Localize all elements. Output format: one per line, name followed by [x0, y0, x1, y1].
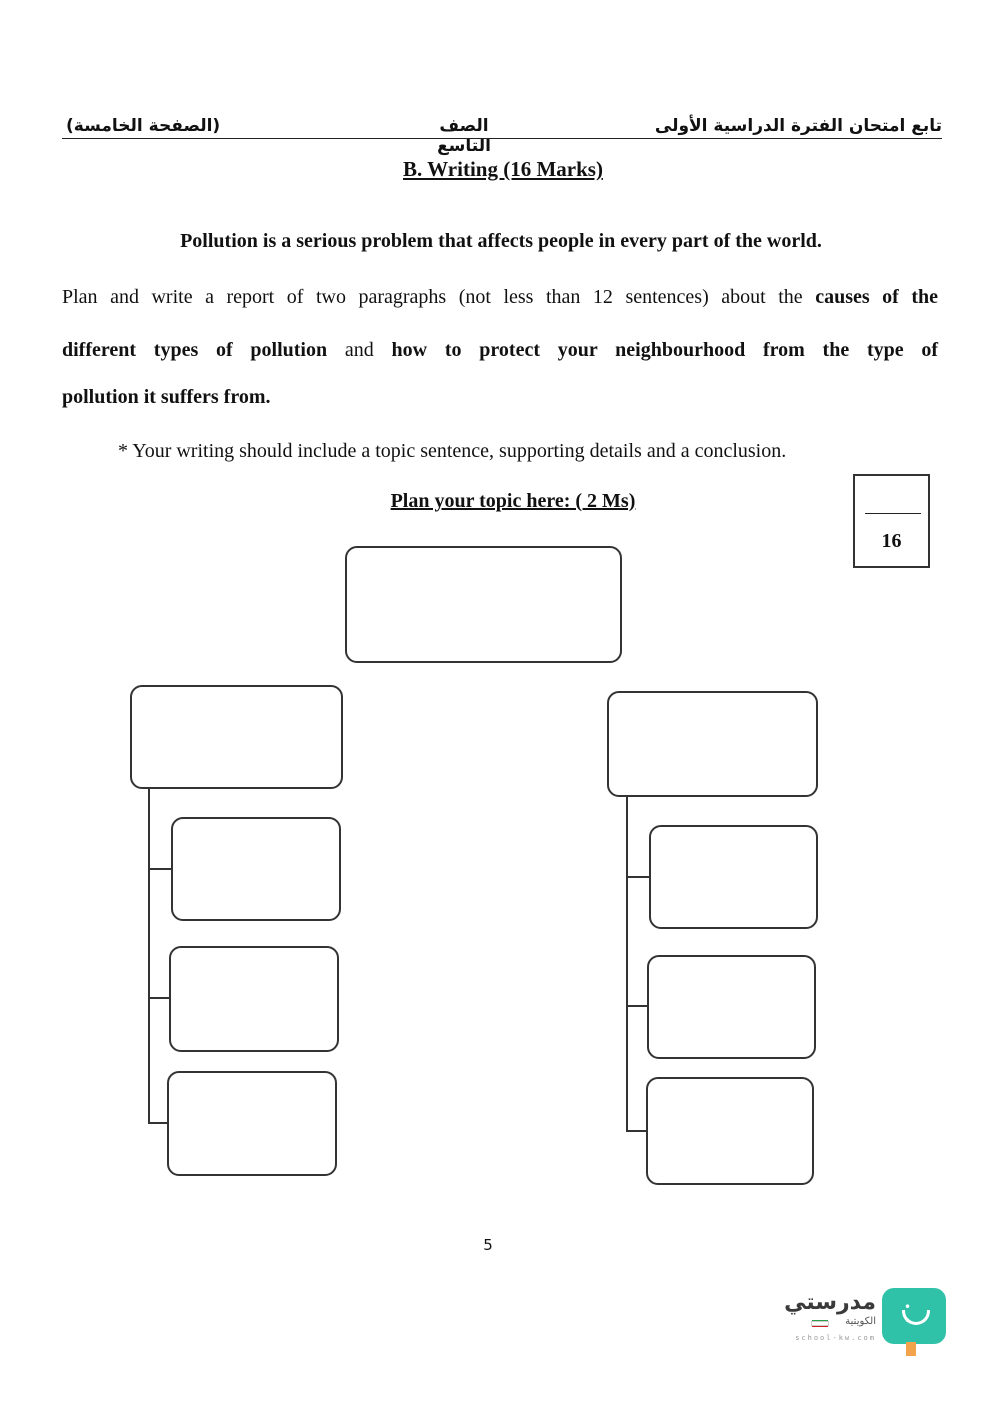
score-box [853, 474, 930, 568]
left-connector-1 [148, 868, 172, 870]
right-connector-3 [626, 1130, 646, 1132]
logo-tile [882, 1288, 946, 1344]
logo-subtitle: الكويتية [845, 1316, 876, 1327]
left-detail-box-1[interactable] [171, 817, 341, 921]
right-connector-vertical [626, 797, 628, 1131]
left-detail-box-3[interactable] [167, 1071, 337, 1176]
kuwait-flag-icon [812, 1320, 828, 1327]
right-heading-box[interactable] [607, 691, 818, 797]
header-grade: الصف التاسع [437, 116, 491, 156]
section-title: B. Writing (16 Marks) [403, 157, 603, 181]
header-exam-title: تابع امتحان الفترة الدراسية الأولى [654, 116, 942, 136]
right-detail-box-1[interactable] [649, 825, 818, 929]
left-connector-vertical [148, 789, 150, 1123]
logo-bookmark-icon [906, 1342, 916, 1356]
task-emphasis: causes of the [815, 286, 939, 308]
score-blank-line [865, 513, 921, 514]
smile-face-icon: • • [898, 1298, 930, 1334]
right-detail-box-2[interactable] [647, 955, 816, 1059]
left-connector-2 [148, 997, 170, 999]
writing-note: * Your writing should include a topic sentence, supporting details and a conclusion. [118, 440, 787, 462]
topic-box[interactable] [345, 546, 622, 663]
header-rule [62, 138, 942, 139]
prompt-task-line-3: pollution it suffers from. [62, 386, 271, 408]
left-heading-box[interactable] [130, 685, 343, 789]
task-text: and [344, 339, 374, 361]
logo-url: school-kw.com [795, 1334, 876, 1342]
header-page-label: (الصفحة الخامسة) [66, 116, 221, 136]
left-detail-box-2[interactable] [169, 946, 339, 1052]
page-number: 5 [483, 1236, 493, 1254]
prompt-task-line-1 [62, 284, 938, 310]
logo-name: مدرستي [784, 1290, 876, 1315]
score-total: 16 [881, 530, 902, 552]
right-detail-box-3[interactable] [646, 1077, 814, 1185]
task-emphasis: how to protect your neighbourhood from the type of [391, 339, 939, 361]
right-connector-2 [626, 1005, 648, 1007]
task-text: Plan and write a report of two paragraphs (not less than 12 sentences) about the [62, 286, 803, 308]
left-connector-3 [148, 1122, 168, 1124]
prompt-intro: Pollution is a serious problem that affects people in every part of the world. [180, 230, 822, 252]
right-connector-1 [626, 876, 650, 878]
plan-heading: Plan your topic here: ( 2 Ms) [390, 490, 636, 512]
prompt-task-line-2 [62, 337, 938, 363]
task-emphasis: different types of pollution [62, 339, 328, 361]
